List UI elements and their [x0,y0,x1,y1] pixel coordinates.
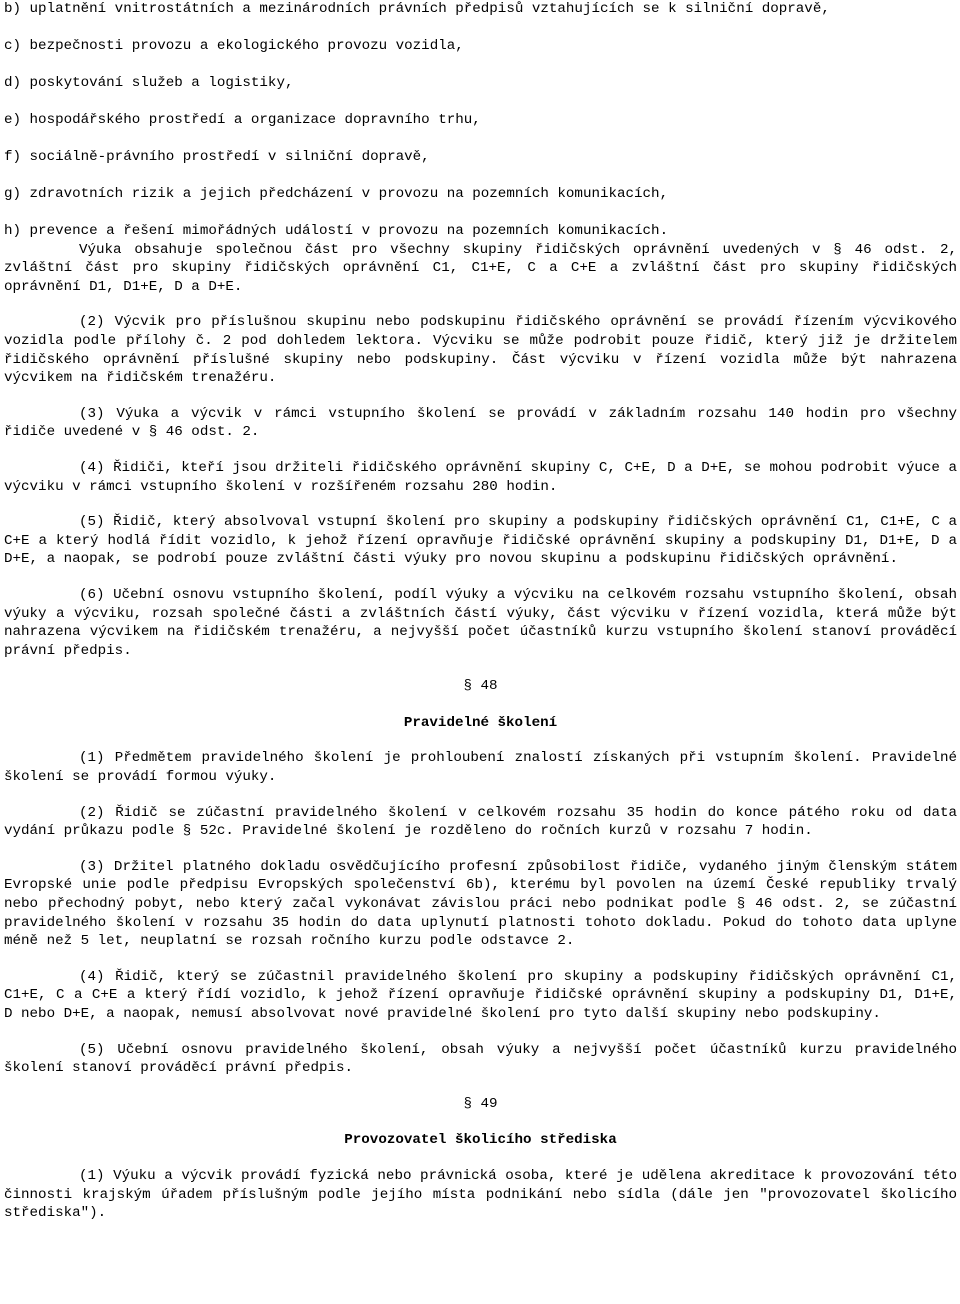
paragraph-48-5: (5) Učební osnovu pravidelného školení, obsah výuky a nejvyšší počet účastníků kurzu pravidelného školení stanoví prováděcí právní předpis. [4,1041,957,1077]
list-h: h) prevence a řešení mimořádných událostí v provozu na pozemních komunikacích. [4,223,669,239]
paragraph-47-6: (6) Učební osnovu vstupního školení, podíl výuky a výcviku na celkovém rozsahu vstupního školení, obsah výuky a výcviku, rozsah společné části a zvláštních částí výuky, část výcviku v řízení vozidla, která může být nahrazena výcvikem na řidičském trenažéru, a nejvyšší počet účastníků kurzu vstupního školení stanoví prováděcí právní předpis. [4,586,957,659]
paragraph-47-4: (4) Řidiči, kteří jsou držiteli řidičského oprávnění skupiny C, C+E, D a D+E, se mohou podrobit výuce a výcviku v rámci vstupního školení v rozšířeném rozsahu 280 hodin. [4,459,957,495]
section-48-number: § 48 [463,678,498,695]
list-d: d) poskytování služeb a logistiky, [4,75,294,91]
paragraph-48-1: (1) Předmětem pravidelného školení je prohloubení znalostí získaných při vstupním školení. Pravidelné školení se provádí formou výuky. [4,750,957,786]
section-49-number: § 49 [463,1095,498,1112]
paragraph-49-1: (1) Výuku a výcvik provádí fyzická nebo právnická osoba, které je udělena akreditace k provozování této činnosti krajským úřadem příslušným podle jejího místa podnikání nebo sídla (dále jen "provozovatel školicího střediska"). [4,1167,957,1222]
document-page [4,0,957,1240]
section-49-title: Provozovatel školicího střediska [344,1132,617,1149]
list-g: g) zdravotních rizik a jejich předcházení v provozu na pozemních komunikacích, [4,186,669,202]
list-c: c) bezpečnosti provozu a ekologického provozu vozidla, [4,38,464,54]
paragraph-48-2: (2) Řidič se zúčastní pravidelného školení v celkovém rozsahu 35 hodin do konce pátého roku od data vydání průkazu podle § 52c. Pravidelné školení je rozděleno do ročních kurzů v rozsahu 7 hodin. [4,804,957,840]
paragraph-47-5: (5) Řidič, který absolvoval vstupní školení pro skupiny a podskupiny řidičských oprávnění C1, C1+E, C a C+E a který hodlá řídit vozidlo, k jehož řízení opravňuje řidičské oprávnění skupiny a podskupiny D1, D1+E, D a D+E, a naopak, se podrobí pouze zvláštní části výuky pro novou skupinu a podskupinu řidičských oprávnění. [4,514,957,568]
list-f: f) sociálně-právního prostředí v silniční dopravě, [4,149,430,165]
list-e: e) hospodářského prostředí a organizace dopravního trhu, [4,112,481,128]
paragraph-48-4: (4) Řidič, který se zúčastnil pravidelného školení pro skupiny a podskupiny řidičských oprávnění C1, C1+E, C a C+E a který řídí vozidlo, k jehož řízení opravňuje řidičské oprávnění skupiny a podskupiny D1, D1+E, D nebo D+E, a naopak, nemusí absolvovat nové pravidelné školení pro tyto další skupiny nebo podskupiny. [4,968,957,1022]
paragraph-47-3: (3) Výuka a výcvik v rámci vstupního školení se provádí v základním rozsahu 140 hodin pro všechny řidiče uvedené v § 46 odst. 2. [4,405,957,441]
paragraph-vyuka: Výuka obsahuje společnou část pro všechny skupiny řidičských oprávnění uvedených v § 46 odst. 2, zvláštní část pro skupiny řidičských oprávnění C1, C1+E, C a C+E a zvláštní část pro skupiny řidičských oprávnění D1, D1+E, D a D+E. [4,241,957,295]
paragraph-47-2: (2) Výcvik pro příslušnou skupinu nebo podskupinu řidičského oprávnění se provádí řízením výcvikového vozidla podle přílohy č. 2 pod dohledem lektora. Výcviku se může podrobit pouze řidič, který již je držitelem řidičského oprávnění příslušné skupiny nebo podskupiny. Část výcviku v řízení vozidla může být nahrazena výcvikem na řidičském trenažéru. [4,314,957,387]
section-48-title: Pravidelné školení [403,714,558,731]
paragraph-48-3: (3) Držitel platného dokladu osvědčujícího profesní způsobilost řidiče, vydaného jiným členským státem Evropské unie podle předpisu Evropských společenství 6b), kterému byl povolen na území České republiky trvalý nebo přechodný pobyt, nebo který začal vykonávat závislou práci nebo podnikat podle § 46 odst. 2, se zúčastní pravidelného školení v rozsahu 35 hodin do data uplynutí platnosti tohoto dokladu. Pokud do tohoto data uplyne méně než 5 let, neuplatní se rozsah ročního kurzu podle odstavce 2. [4,858,957,950]
list-b: b) uplatnění vnitrostátních a mezinárodních právních předpisů vztahujících se k silniční dopravě, [4,1,830,17]
